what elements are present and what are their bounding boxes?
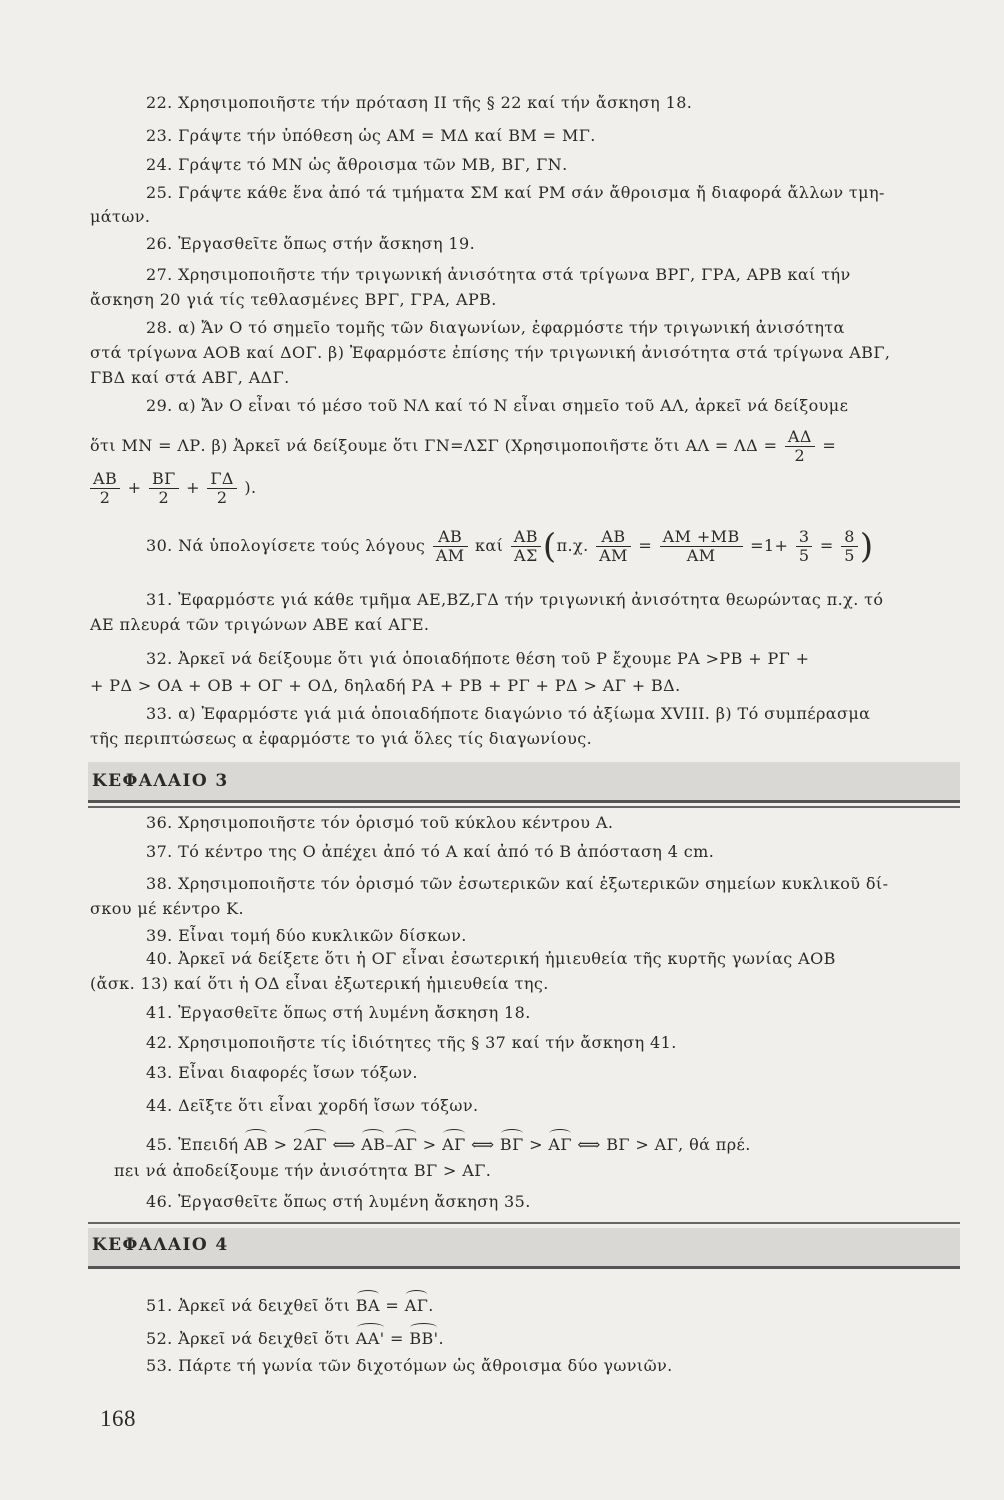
plus-sign: + <box>127 478 142 497</box>
equals-sign: = <box>638 536 653 555</box>
fraction-denominator: 5 <box>798 546 810 565</box>
fraction-ad-over-2 <box>785 428 815 465</box>
hint-27-line1: 27. Χρησιμοποιῆστε τήν τριγωνική ἀνισότητα στά τρίγωνα ΒΡΓ, ΓΡΑ, ΑΡΒ καί τήν <box>146 265 851 284</box>
fraction-denominator: 2 <box>216 488 228 507</box>
greater-than-sign: > <box>529 1135 543 1154</box>
arc-ag: ΑΓ <box>548 1135 572 1154</box>
arc-ag: ΑΓ <box>442 1135 466 1154</box>
iff-arrow-icon: ⟺ <box>332 1135 356 1154</box>
hint-30 <box>146 528 874 565</box>
fraction-numerator: 3 <box>796 528 813 547</box>
hint-29-line3 <box>88 470 257 507</box>
hint-22: 22. Χρησιμοποιῆστε τήν πρόταση II τῆς § 22 καί τήν ἄσκηση 18. <box>146 93 693 112</box>
arc-bb-prime: ΒΒ' <box>409 1329 439 1348</box>
hint-25-line1: 25. Γράψτε κάθε ἕνα ἀπό τά τμήματα ΣΜ καί ΡΜ σάν ἄθροισμα ἤ διαφορά ἄλλων τμη- <box>146 183 885 202</box>
fraction-numerator: ΑΒ <box>596 528 631 547</box>
fraction-numerator: ΑΒ <box>90 470 120 489</box>
hint-24: 24. Γράψτε τό ΜΝ ὡς ἄθροισμα τῶν ΜΒ, ΒΓ, ΓΝ. <box>146 155 568 174</box>
fraction-denominator: ΑΜ <box>435 546 465 565</box>
fraction-denominator: 2 <box>794 446 806 465</box>
arc-ab: ΑΒ <box>361 1135 386 1154</box>
arc-ba: ΒΑ <box>355 1296 380 1315</box>
hint-32-line1: 32. Ἀρκεῖ νά δείξουμε ὅτι γιά ὁποιαδήποτε θέση τοῦ Ρ ἔχουμε ΡΑ >ΡΒ + ΡΓ + <box>146 649 810 668</box>
fraction-ab-over-am-2 <box>596 528 631 565</box>
abbrev-px: π.χ. <box>556 536 589 555</box>
greater-than-sign: > <box>422 1135 437 1154</box>
equals-sign: = <box>385 1296 400 1315</box>
hint-36: 36. Χρησιμοποιῆστε τόν ὁρισμό τοῦ κύκλου κέντρου Α. <box>146 813 614 832</box>
chapter-4-heading: ΚΕΦΑΛΑΙΟ 4 <box>92 1235 229 1255</box>
chapter-3-heading: ΚΕΦΑΛΑΙΟ 3 <box>92 771 229 791</box>
greater-than-two: > 2 <box>273 1135 304 1154</box>
hint-40-line2: (ἄσκ. 13) καί ὅτι ἡ ΟΔ εἶναι ἐξωτερική ἡμιευθεία της. <box>90 974 549 993</box>
fraction-numerator: ΑΒ <box>511 528 541 547</box>
iff-arrow-icon: ⟺ <box>471 1135 495 1154</box>
hint-51 <box>146 1295 434 1317</box>
hint-42: 42. Χρησιμοποιῆστε τίς ἰδιότητες τῆς § 37 καί τήν ἄσκηση 41. <box>146 1033 677 1052</box>
period: . <box>428 1296 434 1315</box>
hint-53: 53. Πάρτε τή γωνία τῶν διχοτόμων ὡς ἄθροισμα δύο γωνιῶν. <box>146 1356 673 1375</box>
chapter-4-rule-top <box>88 1222 960 1224</box>
equals-one-plus: =1+ <box>750 536 789 555</box>
hint-28-line3: ΓΒΔ καί στά ΑΒΓ, ΑΔΓ. <box>90 368 290 387</box>
hint-29-line2-text: ὅτι ΜΝ = ΛΡ. β) Ἀρκεῖ νά δείξουμε ὅτι ΓΝ=ΛΣΓ (Χρησιμοποιῆστε ὅτι ΑΛ = ΛΔ = <box>90 436 778 455</box>
fraction-numerator: 8 <box>841 528 858 547</box>
hint-31-line1: 31. Ἐφαρμόστε γιά κάθε τμῆμα ΑΕ,ΒΖ,ΓΔ τήν τριγωνική ἀνισότητα θεωρώντας π.χ. τό <box>146 590 884 609</box>
hint-38-line2: σκου μέ κέντρο Κ. <box>90 899 244 918</box>
equals-sign: = <box>819 536 834 555</box>
hint-46: 46. Ἐργασθεῖτε ὅπως στή λυμένη ἄσκηση 35. <box>146 1192 531 1211</box>
minus-sign: – <box>385 1135 394 1154</box>
hint-52 <box>146 1328 444 1350</box>
fraction-denominator: 2 <box>99 488 111 507</box>
arc-ab: ΑΒ <box>243 1135 269 1154</box>
fraction-numerator: ΒΓ <box>149 470 179 489</box>
fraction-denominator: ΑΜ <box>599 546 628 565</box>
fraction-denominator: 5 <box>844 546 855 565</box>
hint-45-prefix: 45. Ἐπειδή <box>146 1135 239 1154</box>
hint-31-line2: ΑΕ πλευρά τῶν τριγώνων ΑΒΕ καί ΑΓΕ. <box>90 615 430 634</box>
hint-26: 26. Ἐργασθεῖτε ὅπως στήν ἄσκηση 19. <box>146 234 476 253</box>
hint-51-text: 51. Ἀρκεῖ νά δειχθεῖ ὅτι <box>146 1296 351 1315</box>
period: . <box>438 1329 444 1348</box>
page-number: 168 <box>100 1406 136 1431</box>
fraction-3-over-5 <box>796 528 813 565</box>
hint-44: 44. Δεῖξτε ὅτι εἶναι χορδή ἴσων τόξων. <box>146 1096 479 1115</box>
hint-45-suffix: ΒΓ > ΑΓ, θά πρέ. <box>606 1135 751 1154</box>
hint-40-line1: 40. Ἀρκεῖ νά δείξετε ὅτι ἡ ΟΓ εἶναι ἐσωτερική ἡμιευθεία τῆς κυρτῆς γωνίας ΑΟΒ <box>146 949 836 968</box>
fraction-denominator: ΑΜ <box>686 546 716 565</box>
hint-29-line2 <box>90 428 836 465</box>
arc-ag: ΑΓ <box>393 1135 418 1154</box>
equals-sign: = <box>390 1329 404 1348</box>
hint-33-line2: τῆς περιπτώσεως α ἐφαρμόστε το γιά ὅλες τίς διαγωνίους. <box>90 729 593 748</box>
hint-43: 43. Εἶναι διαφορές ἴσων τόξων. <box>146 1063 418 1082</box>
fraction-am-plus-mb-over-am <box>660 528 743 565</box>
hint-28-line1: 28. α) Ἄν Ο τό σημεῖο τομῆς τῶν διαγωνίων, ἐφαρμόστε τήν τριγωνική ἀνισότητα <box>146 318 845 337</box>
hint-32-line2: + ΡΔ > ΟΑ + ΟΒ + ΟΓ + ΟΔ, δηλαδή ΡΑ + ΡΒ + ΡΓ + ΡΔ > ΑΓ + ΒΔ. <box>90 676 681 695</box>
fraction-ab-over-as <box>511 528 541 565</box>
fraction-numerator: ΓΔ <box>207 470 236 489</box>
hint-27-line2: ἄσκηση 20 γιά τίς τεθλασμένες ΒΡΓ, ΓΡΑ, ΑΡΒ. <box>90 290 497 309</box>
arc-ag: ΑΓ <box>404 1296 429 1315</box>
arc-bg: ΒΓ <box>499 1135 524 1154</box>
fraction-denominator: 2 <box>158 488 170 507</box>
fraction-numerator: ΑΜ +ΜΒ <box>660 528 743 547</box>
closing-paren: ). <box>244 478 257 497</box>
hint-23: 23. Γράψτε τήν ὑπόθεση ὡς ΑΜ = ΜΔ καί ΒΜ = ΜΓ. <box>146 126 596 145</box>
fraction-gd-over-2 <box>207 470 236 507</box>
equals-sign: = <box>822 436 837 455</box>
hint-38-line1: 38. Χρησιμοποιῆστε τόν ὁρισμό τῶν ἐσωτερικῶν καί ἐξωτερικῶν σημείων κυκλικοῦ δί- <box>146 874 889 893</box>
fraction-numerator: ΑΔ <box>785 428 815 447</box>
arc-ag: ΑΓ <box>303 1135 327 1154</box>
hint-25-line2: μάτων. <box>90 207 151 226</box>
hint-28-line2: στά τρίγωνα ΑΟΒ καί ΔΟΓ. β) Ἐφαρμόστε ἐπίσης τήν τριγωνική ἀνισότητα στά τρίγωνα ΑΒΓ, <box>90 343 891 362</box>
open-paren: ( <box>542 526 557 567</box>
hint-29-line1: 29. α) Ἄν Ο εἶναι τό μέσο τοῦ ΝΛ καί τό Ν εἶναι σημεῖο τοῦ ΑΛ, ἀρκεῖ νά δείξουμε <box>146 396 849 415</box>
hint-37: 37. Τό κέντρο της Ο ἀπέχει ἀπό τό Α καί ἀπό τό Β ἀπόσταση 4 cm. <box>146 842 715 861</box>
hint-45-line2: πει νά ἀποδείξουμε τήν ἀνισότητα ΒΓ > ΑΓ. <box>114 1161 492 1180</box>
fraction-bg-over-2 <box>149 470 179 507</box>
hint-33-line1: 33. α) Ἐφαρμόστε γιά μιά ὁποιαδήποτε διαγώνιο τό ἀξίωμα XVIII. β) Τό συμπέρασμα <box>146 704 871 723</box>
iff-arrow-icon: ⟺ <box>577 1135 601 1154</box>
fraction-denominator: ΑΣ <box>514 546 538 565</box>
chapter-3-rule <box>88 806 960 808</box>
hint-39: 39. Εἶναι τομή δύο κυκλικῶν δίσκων. <box>146 926 467 945</box>
plus-sign: + <box>186 478 200 497</box>
hint-41: 41. Ἐργασθεῖτε ὅπως στή λυμένη ἄσκηση 18. <box>146 1003 531 1022</box>
word-kai: καί <box>475 536 504 555</box>
close-paren: ) <box>859 526 874 567</box>
fraction-8-over-5 <box>841 528 858 565</box>
fraction-numerator: ΑΒ <box>433 528 468 547</box>
fraction-ab-over-2 <box>90 470 120 507</box>
fraction-ab-over-am <box>433 528 468 565</box>
hint-52-text: 52. Ἀρκεῖ νά δειχθεῖ ὅτι <box>146 1329 351 1348</box>
arc-aa-prime: ΑΑ' <box>355 1329 385 1348</box>
hint-30-text: 30. Νά ὑπολογίσετε τούς λόγους <box>146 536 426 555</box>
hint-45-line1 <box>146 1134 751 1156</box>
